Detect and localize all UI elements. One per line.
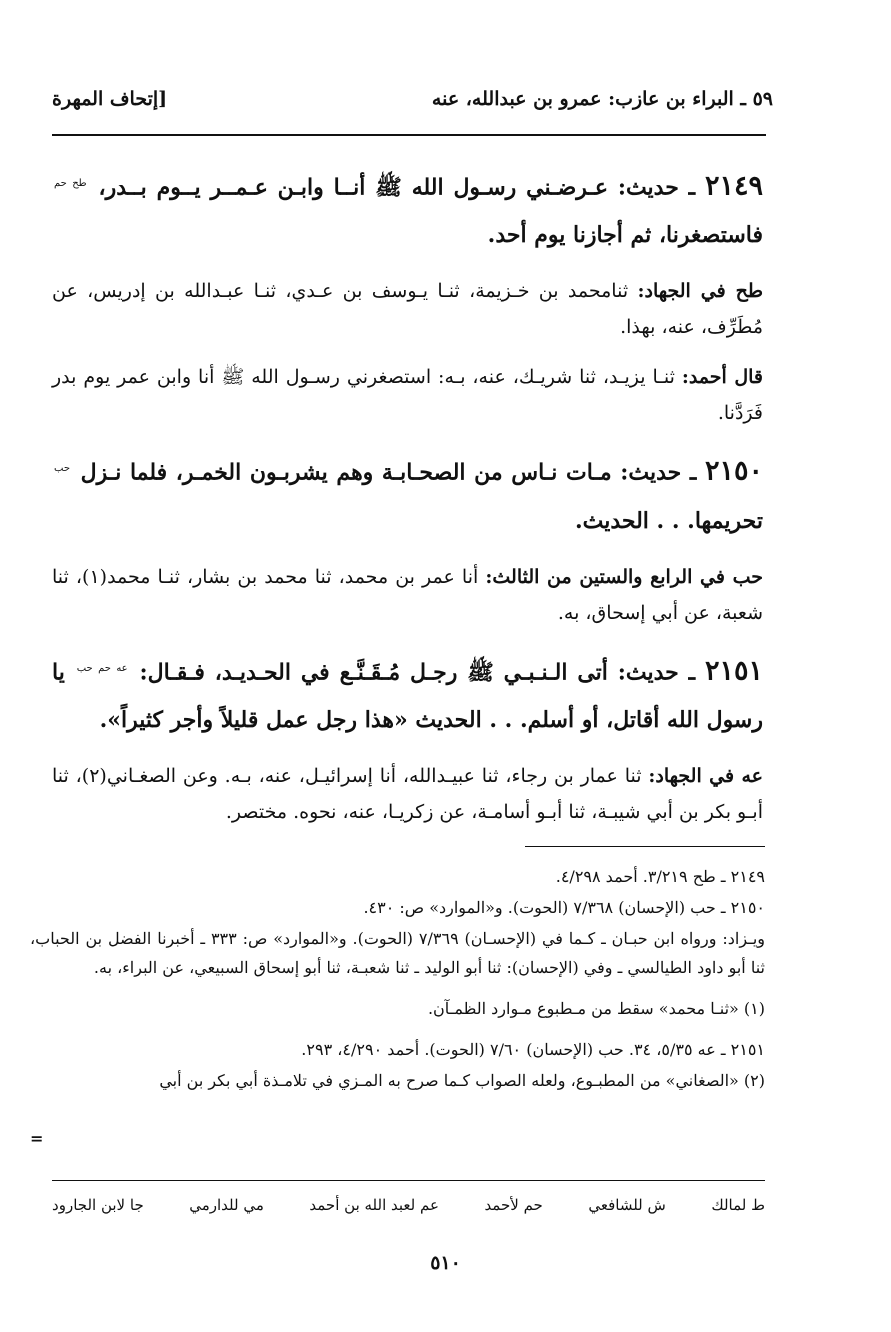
- hadith-text: ـ حديث: مـات نـاس من الصحـابـة وهم يشربـون الخمـر، فلما نـزل: [80, 459, 697, 486]
- footnote: ٢١٥٠ ـ حب (الإحسان) ٧/٣٦٨ (الحوت). و«الموارد» ص: ٤٣٠.: [363, 898, 765, 917]
- source-sigla: عه حم حب: [76, 662, 128, 674]
- source-paragraph: [52, 559, 763, 631]
- running-header: [52, 88, 773, 122]
- footnote: ٢١٤٩ ـ طح ٣/٢١٩. أحمد ٤/٢٩٨.: [555, 867, 765, 886]
- abbreviation-item: ش للشافعي: [588, 1196, 666, 1214]
- source-lead: قال أحمد:: [681, 366, 763, 389]
- hadith-text-continued: يا رسول الله أقاتل، أو أسلم. . . الحديث «هذا رجل عمل قليلاً وأجر كثيراً».: [52, 658, 763, 733]
- footnotes: [30, 862, 765, 1097]
- source-lead: حب في الرابع والستين من الثالث:: [485, 565, 763, 588]
- source-lead: عه في الجهاد:: [648, 764, 763, 787]
- source-sigla: حب: [54, 463, 71, 475]
- header-rule: [52, 134, 766, 136]
- footnote-rule: [525, 846, 765, 847]
- footnote: (٢) «الصغاني» من المطبـوع، ولعله الصواب كـما صرح به المـزي في تلامـذة أبي بكر بن أبي: [159, 1071, 765, 1090]
- abbreviation-item: ط لمالك: [711, 1196, 765, 1214]
- hadith-number: ٢١٥٠: [704, 455, 763, 487]
- source-paragraph: [52, 359, 763, 431]
- abbreviation-item: جا لابن الجارود: [52, 1196, 144, 1214]
- continuation-mark: =: [30, 1129, 44, 1148]
- hadith-text-continued: تحريمها. . . الحديث.: [574, 507, 763, 534]
- abbreviation-key: [52, 1196, 765, 1214]
- main-text: [52, 160, 763, 844]
- page-number: ٥١٠: [430, 1252, 461, 1274]
- header-chapter: ٥٩ ـ البراء بن عازب: عمرو بن عبدالله، عنه: [431, 88, 773, 110]
- source-text: ثنـا يزيـد، ثنا شريـك، عنه، بـه: استصغرني رسـول الله ﷺ أنا وابن عمر يوم بدر فَرَدَّنا.: [52, 366, 763, 425]
- header-book-title: [إتحاف المهرة: [52, 88, 168, 110]
- source-text: ثنامحمد بن خـزيمة، ثنـا يـوسف بن عـدي، ثنـا عبـدالله بن إدريس، عن مُطَرِّف، عنه، بهذا.: [52, 280, 763, 339]
- source-lead: طح في الجهاد:: [637, 280, 763, 303]
- abbreviation-item: حم لأحمد: [484, 1196, 543, 1214]
- source-text: ثنا عمار بن رجاء، ثنا عبيـدالله، أنا إسرائيـل، عنه، بـه. وعن الصغـاني(٢)، ثنا أبـو بكر بن أبي شيبـة، ثنا أبـو أسامـة، عن زكريـا، عنه، نحوه. مختصر.: [52, 764, 763, 823]
- hadith-entry-2151: [52, 645, 763, 744]
- hadith-text: ـ حديث: عـرضـني رسـول الله ﷺ أنــا وابـن عـمــر يــوم بــدر،: [98, 174, 696, 201]
- footnote: ٢١٥١ ـ عه ٥/٣٥، ٣٤. حب (الإحسان) ٧/٦٠ (الحوت). أحمد ٤/٢٩٠، ٢٩٣.: [301, 1040, 765, 1059]
- source-sigla: طح حم: [54, 178, 87, 189]
- hadith-number: ٢١٤٩: [704, 170, 763, 202]
- source-text: أنا عمر بن محمد، ثنا محمد بن بشار، ثنـا محمد(١)، ثنا شعبة، عن أبي إسحاق، به.: [52, 565, 763, 624]
- footnote: ويـزاد: ورواه ابن حبـان ـ كـما في (الإحسـان) ٧/٣٦٩ (الحوت). و«الموارد» ص: ٣٣٣ ـ أخبرنا الفضل بن الحباب، ثنا أبو داود الطيالسي ـ وفي (الإحسان): ثنا أبو الوليد ـ ثنا شعبـة، ثنا أبو إسحاق السبيعي، عن البراء، به.: [30, 929, 766, 977]
- abbreviation-rule: [52, 1180, 765, 1181]
- hadith-entry-2150: [52, 445, 763, 544]
- hadith-text: ـ حديث: أتى الـنـبـي ﷺ رجـل مُـقَـنَّـع في الحـديـد، فـقـال:: [139, 658, 696, 685]
- abbreviation-item: مي للدارمي: [189, 1196, 264, 1214]
- hadith-entry-2149: [52, 160, 763, 259]
- hadith-text-continued: فاستصغرنا، ثم أجازنا يوم أحد.: [487, 222, 763, 249]
- source-paragraph: [52, 273, 763, 345]
- abbreviation-item: عم لعبد الله بن أحمد: [309, 1196, 439, 1214]
- source-paragraph: [52, 758, 763, 830]
- footnote: (١) «ثنـا محمد» سقط من مـطبوع مـوارد الظمـآن.: [427, 999, 765, 1018]
- hadith-number: ٢١٥١: [704, 654, 763, 686]
